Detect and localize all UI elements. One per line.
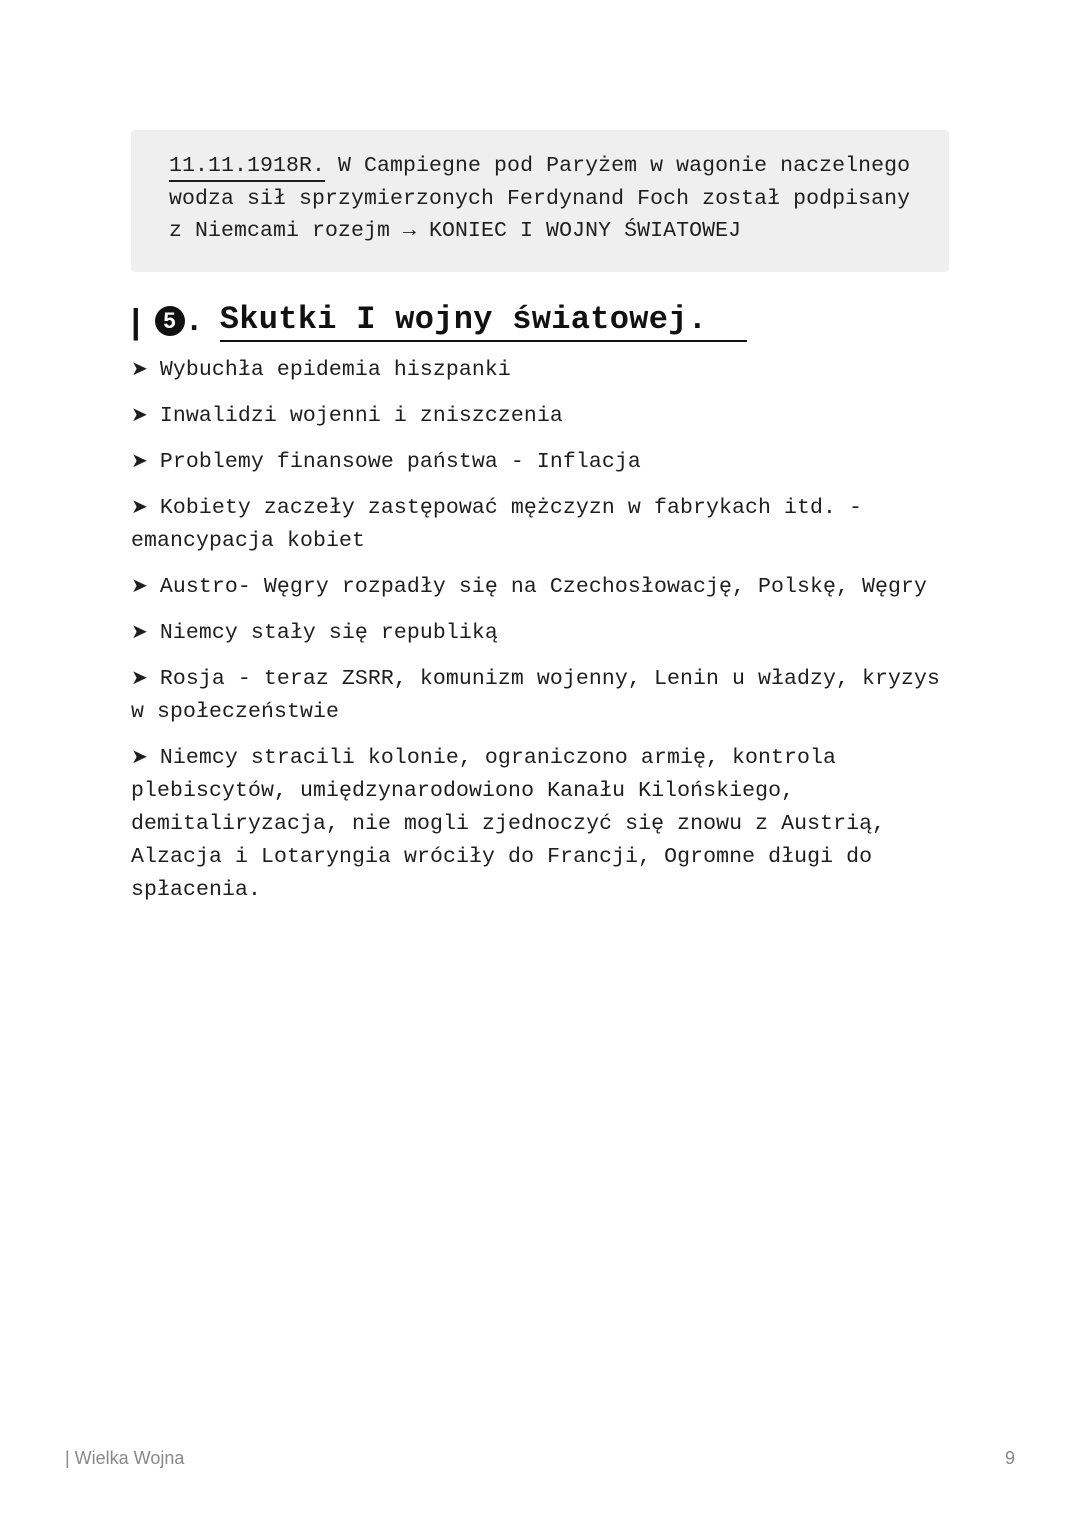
arrow-bullet-icon: ➤	[131, 619, 148, 643]
list-item	[131, 661, 961, 729]
arrow-bullet-icon: ➤	[131, 494, 148, 518]
list-item-text: Niemcy stały się republiką	[159, 621, 498, 645]
arrow-bullet-icon: ➤	[131, 573, 148, 597]
list-item	[131, 398, 961, 433]
section-title: Skutki I wojny światowej.	[220, 301, 748, 342]
callout-line-1	[169, 150, 929, 183]
list-item-text: Problemy finansowe państwa - Inflacja	[159, 450, 641, 474]
callout-line-1-text: W Campiegne pod Paryżem w wagonie naczelnego	[325, 154, 911, 178]
list-item-text: Rosja - teraz ZSRR, komunizm wojenny, Lenin u władzy, kryzys w społeczeństwie	[131, 667, 940, 724]
callout-date: 11.11.1918R.	[169, 154, 325, 182]
list-item-text: Niemcy stracili kolonie, ograniczono armię, kontrola plebiscytów, umiędzynarodowiono Kanału Kilońskiego, demitaliryzacja, nie mogli zjednoczyć się znowu z Austrią, Alzacja i Lotaryngia wróciły do Francji, Ogromne długi do spłacenia.	[131, 746, 886, 902]
heading-dot: .	[184, 302, 204, 340]
heading-bar: |	[131, 302, 141, 341]
arrow-bullet-icon: ➤	[131, 448, 148, 472]
section-heading	[131, 298, 747, 344]
list-item	[131, 490, 961, 558]
list-item	[131, 569, 961, 604]
list-item-text: Kobiety zaczeły zastępować mężczyzn w fabrykach itd. - emancypacja kobiet	[131, 496, 862, 553]
list-item	[131, 444, 961, 479]
footer-title: | Wielka Wojna	[65, 1448, 185, 1468]
list-item-text: Wybuchła epidemia hiszpanki	[159, 358, 511, 382]
arrow-bullet-icon: ➤	[131, 356, 148, 380]
circled-number-icon: 5	[155, 306, 185, 336]
arrow-bullet-icon: ➤	[131, 744, 148, 768]
list-item	[131, 615, 961, 650]
arrow-bullet-icon: ➤	[131, 665, 148, 689]
page-number: 9	[1004, 1448, 1015, 1468]
arrow-bullet-icon: ➤	[131, 402, 148, 426]
list-item-text: Inwalidzi wojenni i zniszczenia	[159, 404, 563, 428]
list-item	[131, 740, 961, 907]
list-item-text: Austro- Węgry rozpadły się na Czechosłowację, Polskę, Węgry	[159, 575, 927, 599]
consequences-list	[131, 352, 961, 918]
callout-line-3: z Niemcami rozejm → KONIEC I WOJNY ŚWIATOWEJ	[169, 219, 742, 243]
callout-line-2: wodza sił sprzymierzonych Ferdynand Foch został podpisany	[169, 186, 911, 211]
list-item	[131, 352, 961, 387]
callout-box	[131, 130, 949, 272]
